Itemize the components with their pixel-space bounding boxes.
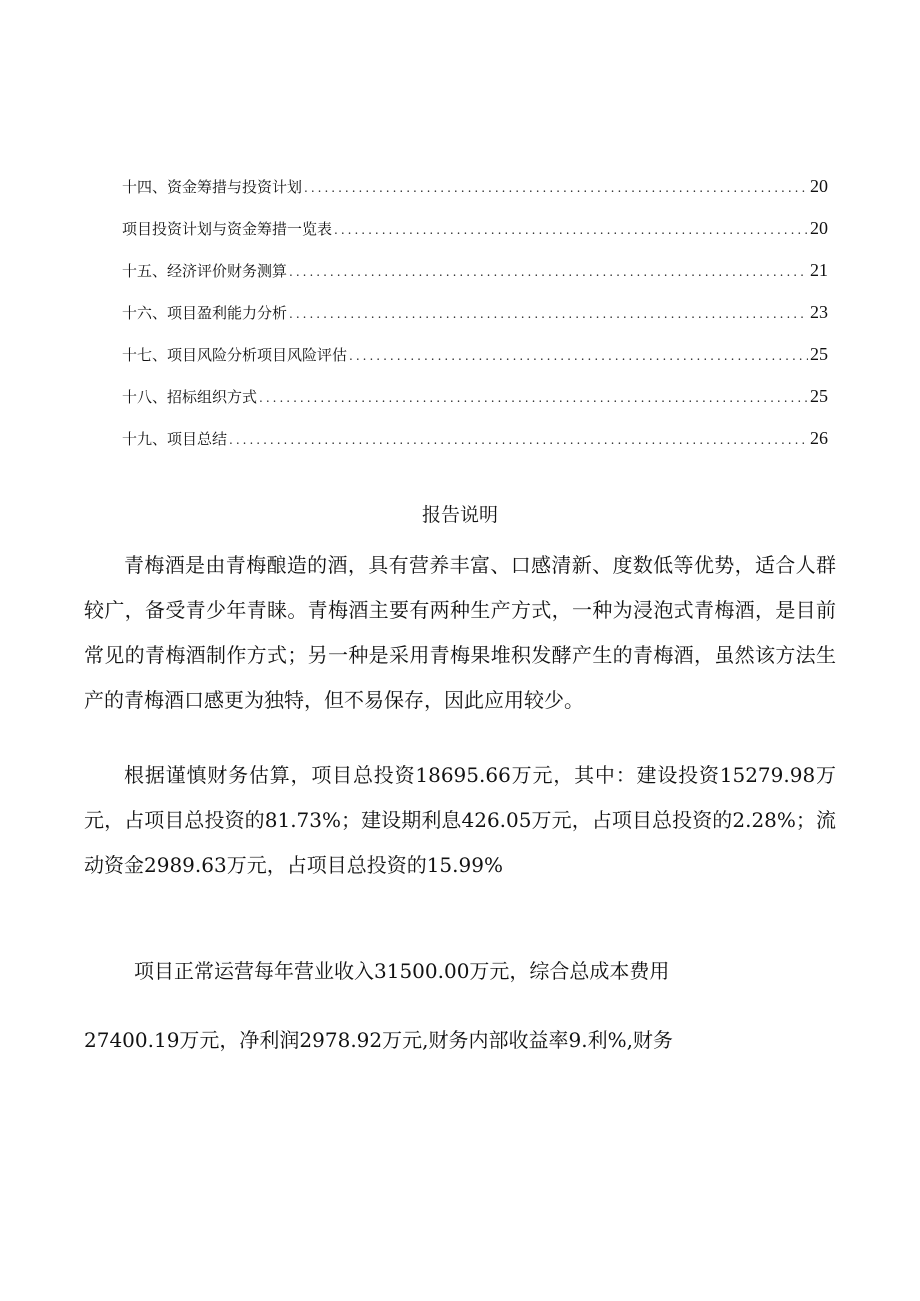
toc-entry[interactable] — [122, 170, 828, 212]
toc-entry-title: 项目投资计划与资金筹措一览表 — [122, 220, 333, 238]
toc-leader-dots — [259, 382, 808, 414]
toc-entry[interactable] — [122, 296, 828, 338]
toc-entry-title: 十九、项目总结 — [122, 430, 228, 448]
toc-leader-dots — [229, 424, 808, 456]
toc-entry[interactable] — [122, 422, 828, 464]
report-paragraph-intro: 青梅酒是由青梅酿造的酒，具有营养丰富、口感清新、度数低等优势，适合人群较广，备受青少年青睐。青梅酒主要有两种生产方式，一种为浸泡式青梅酒，是目前常见的青梅酒制作方式；另一种是采用青梅果堆积发酵产生的青梅酒，虽然该方法生产的青梅酒口感更为独特，但不易保存，因此应用较少。 — [84, 553, 836, 712]
report-paragraph-revenue-line1: 项目正常运营每年营业收入31500.00万元，综合总成本费用 — [134, 959, 670, 983]
toc-entry[interactable] — [122, 380, 828, 422]
toc-entry-page: 25 — [810, 344, 828, 364]
toc-entry-page: 25 — [810, 386, 828, 406]
toc-leader-dots — [349, 340, 808, 372]
toc-entry[interactable] — [122, 338, 828, 380]
toc-entry-title: 十六、项目盈利能力分析 — [122, 304, 288, 322]
toc-leader-dots — [334, 214, 808, 246]
toc-entry-page: 26 — [810, 428, 828, 448]
table-of-contents — [122, 170, 828, 464]
toc-entry-page: 23 — [810, 302, 828, 322]
toc-entry-title: 十七、项目风险分析项目风险评估 — [122, 346, 348, 364]
report-paragraph-investment: 根据谨慎财务估算，项目总投资18695.66万元，其中：建设投资15279.98万元，占项目总投资的81.73%；建设期利息426.05万元，占项目总投资的2.28%；流动资金2989.63万元，占项目总投资的15.99% — [84, 763, 836, 877]
toc-entry-title: 十四、资金筹措与投资计划 — [122, 178, 303, 196]
toc-entry-title: 十五、经济评价财务测算 — [122, 262, 288, 280]
toc-leader-dots — [289, 256, 808, 288]
toc-entry[interactable] — [122, 254, 828, 296]
toc-entry-page: 21 — [810, 260, 828, 280]
toc-leader-dots — [304, 172, 808, 204]
report-paragraph-revenue-line2: 27400.19万元，净利润2978.92万元,财务内部收益率9.利%,财务 — [84, 1028, 673, 1052]
report-heading: 报告说明 — [421, 504, 498, 526]
toc-entry-page: 20 — [810, 218, 828, 238]
toc-leader-dots — [289, 298, 808, 330]
toc-entry[interactable] — [122, 212, 828, 254]
toc-entry-title: 十八、招标组织方式 — [122, 388, 258, 406]
toc-entry-page: 20 — [810, 176, 828, 196]
